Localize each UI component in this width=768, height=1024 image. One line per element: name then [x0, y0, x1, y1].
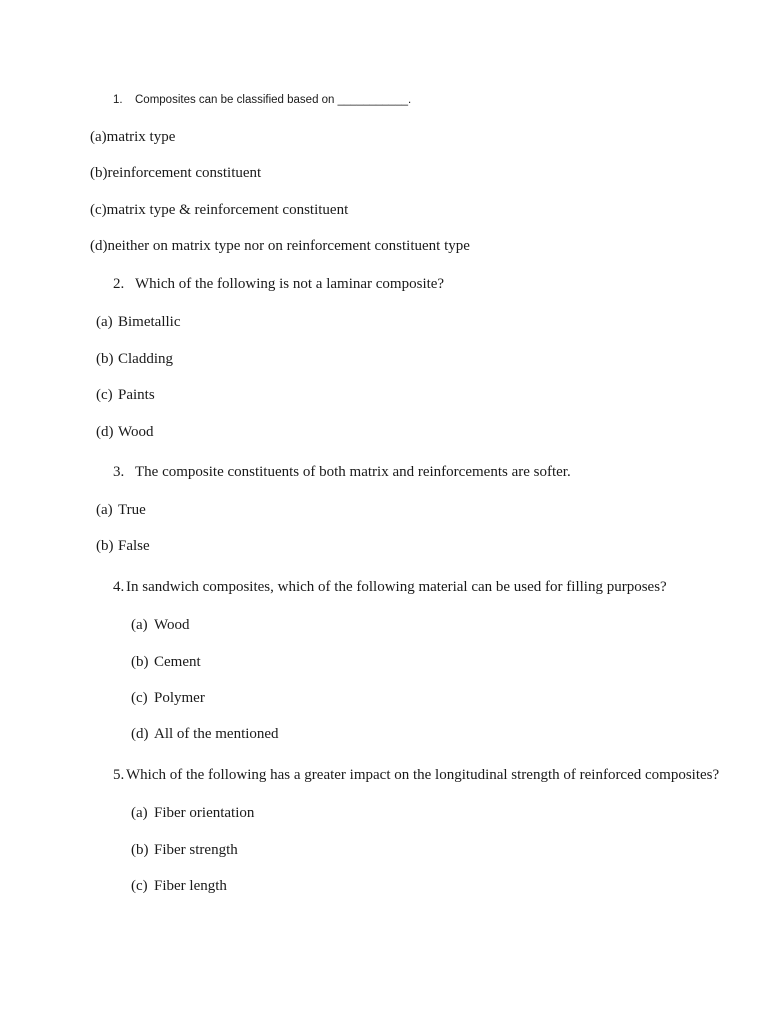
- option-text: Paints: [118, 387, 155, 403]
- option-text: reinforcement constituent: [107, 165, 262, 181]
- q4-option-d: [131, 725, 279, 743]
- option-label: (a): [96, 314, 113, 330]
- question-3: [113, 463, 571, 481]
- q4-option-c: [131, 689, 205, 707]
- question-text: The composite constituents of both matrix and reinforcements are softer.: [135, 464, 571, 480]
- q2-option-b: [96, 350, 173, 368]
- q3-option-b: [96, 537, 150, 555]
- question-number: 3.: [113, 464, 125, 480]
- option-text: Wood: [118, 424, 154, 440]
- question-2: [113, 275, 444, 293]
- option-label: (a): [90, 129, 107, 145]
- q5-option-a: [131, 804, 254, 822]
- question-number: 1.: [113, 94, 123, 106]
- q1-option-a: [90, 128, 175, 146]
- q3-option-a: [96, 501, 146, 519]
- question-number: 4.: [113, 579, 125, 595]
- question-4: [113, 578, 667, 596]
- option-label: (c): [131, 878, 148, 894]
- option-text: Bimetallic: [118, 314, 181, 330]
- question-text: Composites can be classified based on ___________.: [135, 94, 412, 106]
- question-text: Which of the following has a greater impact on the longitudinal strength of reinforced composites?: [126, 767, 720, 783]
- option-text: Wood: [154, 617, 190, 633]
- option-text: Fiber orientation: [154, 805, 255, 821]
- option-text: True: [118, 502, 146, 518]
- option-label: (b): [90, 165, 108, 181]
- q2-option-d: [96, 423, 153, 441]
- option-label: (d): [96, 424, 114, 440]
- q5-option-c: [131, 877, 227, 895]
- option-label: (a): [96, 502, 113, 518]
- option-label: (b): [96, 351, 114, 367]
- option-text: matrix type: [106, 129, 176, 145]
- option-label: (c): [131, 690, 148, 706]
- question-number: 5.: [113, 767, 125, 783]
- option-label: (b): [131, 842, 149, 858]
- q1-option-c: [90, 201, 348, 219]
- option-label: (c): [96, 387, 113, 403]
- option-text: Cladding: [118, 351, 173, 367]
- option-text: Fiber length: [154, 878, 227, 894]
- option-text: False: [118, 538, 150, 554]
- q2-option-c: [96, 386, 155, 404]
- option-label: (d): [90, 238, 108, 254]
- question-text: Which of the following is not a laminar composite?: [135, 276, 445, 292]
- option-text: neither on matrix type nor on reinforcement constituent type: [107, 238, 470, 254]
- q2-option-a: [96, 313, 180, 331]
- q1-option-b: [90, 164, 261, 182]
- option-text: matrix type & reinforcement constituent: [106, 202, 349, 218]
- q4-option-a: [131, 616, 189, 634]
- option-label: (a): [131, 617, 148, 633]
- option-text: All of the mentioned: [154, 726, 279, 742]
- option-text: Polymer: [154, 690, 205, 706]
- option-label: (b): [96, 538, 114, 554]
- q4-option-b: [131, 653, 201, 671]
- question-5: [113, 766, 719, 784]
- option-text: Cement: [154, 654, 201, 670]
- q1-option-d: [90, 237, 470, 255]
- question-number: 2.: [113, 276, 125, 292]
- option-label: (d): [131, 726, 149, 742]
- q5-option-b: [131, 841, 238, 859]
- question-text: In sandwich composites, which of the following material can be used for filling purposes?: [126, 579, 667, 595]
- option-label: (a): [131, 805, 148, 821]
- option-text: Fiber strength: [154, 842, 238, 858]
- option-label: (b): [131, 654, 149, 670]
- question-1: [113, 91, 411, 109]
- option-label: (c): [90, 202, 107, 218]
